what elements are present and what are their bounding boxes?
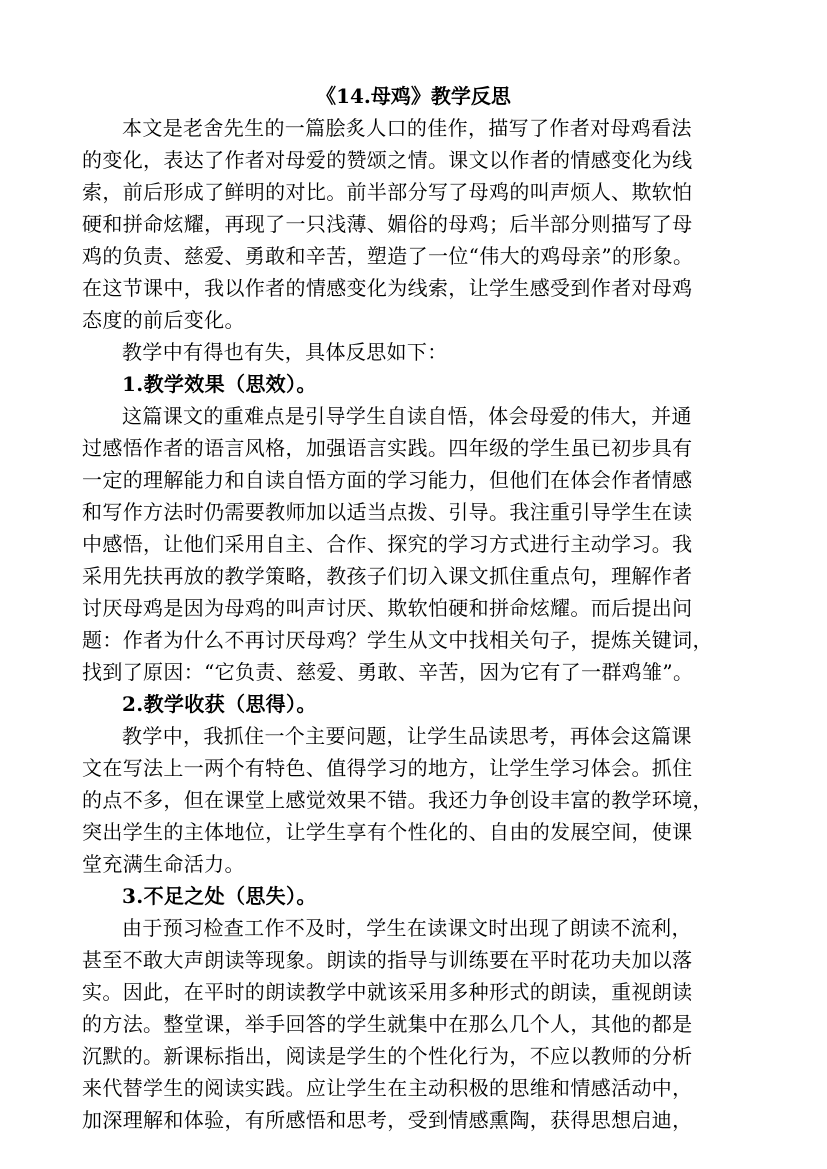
- paragraph-line: 题：作者为什么不再讨厌母鸡？学生从文中找相关句子，提炼关键词，: [82, 628, 713, 652]
- paragraph-line: 堂充满生命活力。: [82, 852, 245, 876]
- paragraph-line: 态度的前后变化。: [82, 308, 245, 332]
- paragraph-line: 由于预习检查工作不及时，学生在读课文时出现了朗读不流利，: [122, 916, 692, 940]
- paragraph-line: 索，前后形成了鲜明的对比。前半部分写了母鸡的叫声烦人、欺软怕: [82, 180, 693, 204]
- paragraph-line: 突出学生的主体地位，让学生享有个性化的、自由的发展空间，使课: [82, 820, 693, 844]
- section-heading: 3.不足之处（思失）。: [122, 884, 317, 908]
- paragraph-line: 过感悟作者的语言风格，加强语言实践。四年级的学生虽已初步具有: [82, 436, 693, 460]
- paragraph-line: 教学中，我抓住一个主要问题，让学生品读思考，再体会这篇课: [122, 724, 692, 748]
- paragraph-line: 文在写法上一两个有特色、值得学习的地方，让学生学习体会。抓住: [82, 756, 693, 780]
- paragraph-line: 鸡的负责、慈爱、勇敢和辛苦，塑造了一位“伟大的鸡母亲”的形象。: [82, 244, 694, 268]
- paragraph-line: 和写作方法时仍需要教师加以适当点拨、引导。我注重引导学生在读: [82, 500, 693, 524]
- section-heading: 1.教学效果（思效）。: [122, 372, 317, 396]
- paragraph-line: 的点不多，但在课堂上感觉效果不错。我还力争创设丰富的教学环境，: [82, 788, 713, 812]
- paragraph-line: 找到了原因：“它负责、慈爱、勇敢、辛苦，因为它有了一群鸡雏”。: [82, 660, 694, 684]
- paragraph-line: 一定的理解能力和自读自悟方面的学习能力，但他们在体会作者情感: [82, 468, 693, 492]
- paragraph-line: 来代替学生的阅读实践。应让学生在主动积极的思维和情感活动中，: [82, 1076, 693, 1100]
- paragraph-line: 讨厌母鸡是因为母鸡的叫声讨厌、欺软怕硬和拼命炫耀。而后提出问: [82, 596, 693, 620]
- paragraph-line: 教学中有得也有失，具体反思如下：: [122, 340, 448, 364]
- paragraph-line: 甚至不敢大声朗读等现象。朗读的指导与训练要在平时花功夫加以落: [82, 948, 693, 972]
- paragraph-line: 的方法。整堂课，举手回答的学生就集中在那么几个人，其他的都是: [82, 1012, 693, 1036]
- paragraph-line: 实。因此，在平时的朗读教学中就该采用多种形式的朗读，重视朗读: [82, 980, 693, 1004]
- paragraph-line: 硬和拼命炫耀，再现了一只浅薄、媚俗的母鸡；后半部分则描写了母: [82, 212, 693, 236]
- paragraph-line: 这篇课文的重难点是引导学生自读自悟，体会母爱的伟大，并通: [122, 404, 692, 428]
- paragraph-line: 在这节课中，我以作者的情感变化为线索，让学生感受到作者对母鸡: [82, 276, 693, 300]
- paragraph-line: 的变化，表达了作者对母爱的赞颂之情。课文以作者的情感变化为线: [82, 148, 693, 172]
- paragraph-line: 采用先扶再放的教学策略，教孩子们切入课文抓住重点句，理解作者: [82, 564, 693, 588]
- paragraph-line: 加深理解和体验，有所感悟和思考，受到情感熏陶，获得思想启迪，: [82, 1108, 693, 1132]
- paragraph-line: 中感悟，让他们采用自主、合作、探究的学习方式进行主动学习。我: [82, 532, 693, 556]
- section-heading: 2.教学收获（思得）。: [122, 692, 317, 716]
- paragraph-line: 沉默的。新课标指出，阅读是学生的个性化行为，不应以教师的分析: [82, 1044, 693, 1068]
- document-title: 《14.母鸡》教学反思: [316, 84, 511, 108]
- paragraph-line: 本文是老舍先生的一篇脍炙人口的佳作，描写了作者对母鸡看法: [122, 116, 692, 140]
